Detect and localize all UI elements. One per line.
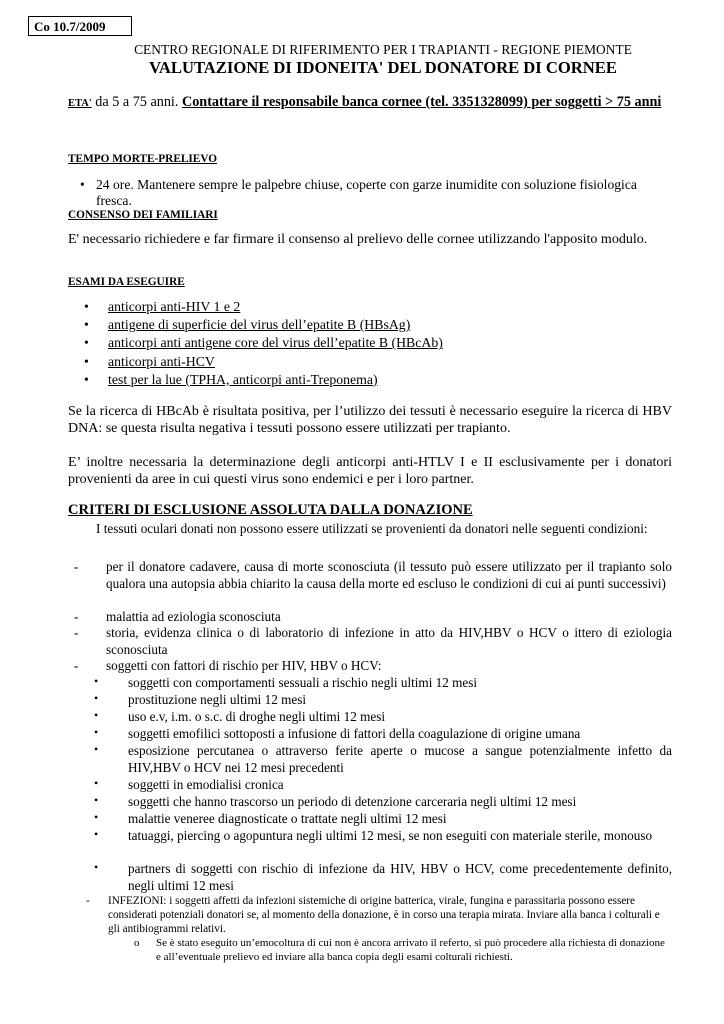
eta-contact: Contattare il responsabile banca cornee (tel. 3351328099) per soggetti > 75 anni	[181, 94, 662, 110]
list-item	[68, 334, 628, 352]
risk-item-text: prostituzione negli ultimi 12 mesi	[128, 692, 307, 707]
bullet-icon: •	[84, 299, 89, 314]
bullet-icon: •	[80, 177, 85, 192]
criteri-dash-text: malattia ad eziologia sconosciuta	[106, 609, 281, 624]
risk-item-text: soggetti in emodialisi cronica	[128, 777, 284, 792]
esami-heading: ESAMI DA ESEGUIRE	[68, 276, 185, 288]
risk-item-text: soggetti con comportamenti sessuali a rischio negli ultimi 12 mesi	[128, 675, 478, 690]
eta-label: ETA'	[68, 98, 92, 109]
risk-item-text: esposizione percutanea o attraverso ferite aperte o mucose a sangue potenzialmente infetto da HIV,HBV o HCV nei 12 mesi precedenti	[128, 743, 672, 775]
bullet-icon: •	[94, 742, 99, 756]
tempo-bullet-text: 24 ore. Mantenere sempre le palpebre chiuse, coperte con garze inumidite con soluzione fisiologica fresca.	[96, 177, 637, 208]
list-item	[68, 371, 628, 389]
infezioni-text: INFEZIONI: i soggetti affetti da infezioni sistemiche di origine batterica, virale, fungina e parassitaria possono essere considerati potenziali donatori se, al momento della donazione, è in corso una terapia mirata. Inviare alla banca i colturali e gli antibiogrammi relativi.	[108, 895, 660, 936]
eta-paragraph	[68, 89, 672, 117]
esami-list	[68, 298, 628, 389]
criteri-dash-text: soggetti con fattori di rischio per HIV, HBV o HCV:	[106, 658, 382, 673]
criteri-dash-text: storia, evidenza clinica o di laboratorio di infezione in atto da HIV,HBV o HCV o ittero di eziologia sconosciuta	[106, 625, 672, 657]
bullet-icon: •	[94, 674, 99, 688]
risk-item-text: tatuaggi, piercing o agopuntura negli ultimi 12 mesi, se non eseguiti con materiale sterile, monouso	[128, 828, 653, 843]
bullet-icon: •	[94, 827, 99, 841]
risk-item-text: partners di soggetti con rischio di infezione da HIV, HBV o HCV, come precedentemente definito, negli ultimi 12 mesi	[128, 861, 672, 893]
emocoltura-text: Se è stato eseguito un’emocoltura di cui non è ancora arrivato il referto, si può procedere alla richiesta di donazione e all’eventuale prelievo ed inviare alla banca copia degli esami colturali richiesti.	[156, 937, 665, 964]
bullet-icon: •	[84, 317, 89, 333]
bullet-icon: •	[84, 335, 89, 351]
list-item	[68, 298, 628, 316]
bullet-icon: •	[94, 691, 99, 705]
hbcab-paragraph: Se la ricerca di HBcAb è risultata positiva, per l’utilizzo dei tessuti è necessario eseguire la ricerca di HBV DNA: se questa risulta negativa i tessuti possono essere utilizzati per trapianto.	[68, 404, 672, 436]
bullet-icon: •	[94, 708, 99, 722]
consenso-heading: CONSENSO DEI FAMILIARI	[68, 209, 218, 221]
esami-item: anticorpi anti-HIV 1 e 2	[108, 299, 241, 314]
document-title: VALUTAZIONE DI IDONEITA' DEL DONATORE DI CORNEE	[149, 58, 617, 77]
bullet-icon: •	[94, 776, 99, 790]
bullet-icon: •	[94, 725, 99, 739]
list-item	[68, 353, 628, 371]
criteri-dash-text: per il donatore cadavere, causa di morte sconosciuta (il tessuto può essere utilizzato per il trapianto solo qualora una autopsia abbia chiarito la causa della morte ed escluso le condizioni di cui ai punti successivi)	[106, 559, 672, 591]
risk-item-text: malattie veneree diagnosticate o trattate negli ultimi 12 mesi	[128, 811, 447, 826]
esami-item: anticorpi anti antigene core del virus dell’epatite B (HBcAb)	[108, 335, 443, 351]
bullet-icon: •	[94, 793, 99, 807]
tempo-heading: TEMPO MORTE-PRELIEVO	[68, 153, 218, 165]
esami-item: test per la lue (TPHA, anticorpi anti-Treponema)	[108, 371, 378, 387]
bullet-icon: •	[84, 353, 89, 369]
list-item	[68, 316, 628, 334]
htlv-paragraph: E’ inoltre necessaria la determinazione degli anticorpi anti-HTLV I e II esclusivamente per i donatori provenienti da aree in cui questi virus sono endemici e per i loro partner.	[68, 455, 672, 487]
criteri-heading: CRITERI DI ESCLUSIONE ASSOLUTA DALLA DONAZIONE	[68, 502, 473, 518]
document-code: Co 10.7/2009	[28, 16, 132, 36]
consenso-text: E' necessario richiedere e far firmare il consenso al prelievo delle cornee utilizzando l'apposito modulo.	[68, 232, 648, 247]
criteri-intro: I tessuti oculari donati non possono essere utilizzati se provenienti da donatori nelle seguenti condizioni:	[96, 521, 648, 536]
eta-range: da 5 a 75 anni.	[91, 94, 182, 110]
circle-bullet-icon: o	[134, 937, 140, 949]
document-page: Co 10.7/2009 CENTRO REGIONALE DI RIFERIMENTO PER I TRAPIANTI - REGIONE PIEMONTE VALUTAZIONE DI IDONEITA' DEL DONATORE DI CORNEE ETA' da 5 a 75 anni. Contattare il responsabile banca cornee (tel. 3351328099) per soggetti > 75 anni TEMPO MORTE-PRELIEVO • 24 ore. Mantenere sempre le palpebre chiuse, coperte con garze inumidite con soluzione fisiologica fresca. CONSENSO DEI FAMILIARI E' necessario richiedere e far firmare il consenso al prelievo delle cornee utilizzando l'apposito modulo. ESAMI DA ESEGUIRE • anticorpi anti-HIV 1 e 2 • antigene di superficie del virus dell’epatite B (HBsAg) • anticorpi anti antigene core del virus dell’epatite B (HBcAb) • anticorpi anti-HCV • test per la lue (TPHA, anticorpi anti-Treponema) Se la ricerca di HBcAb è risultata positiva, per l’utilizzo dei tessuti è necessario eseguire la ricerca di HBV DNA: se questa risulta negativa i tessuti possono essere utilizzati per trapianto. E’ inoltre necessaria la determinazione degli anticorpi anti-HTLV I e II esclusivamente per i donatori provenienti da aree in cui questi virus sono endemici e per i loro partner. CRITERI DI ESCLUSIONE ASSOLUTA DALLA DONAZIONE I tessuti oculari donati non possono essere utilizzati se provenienti da donatori nelle seguenti condizioni: - per il donatore cadavere, causa di morte sconosciuta (il tessuto può essere utilizzato per il trapianto solo qualora una autopsia abbia chiarito la causa della morte ed escluso le condizioni di cui ai punti successivi) - malattia ad eziologia sconosciuta - storia, evidenza clinica o di laboratorio di infezione in atto da HIV,HBV o HCV o ittero di eziologia sconosciuta - soggetti con fattori di rischio per HIV, HBV o HCV: • soggetti con comportamenti sessuali a rischio negli ultimi 12 mesi • prostituzione negli ultimi 12 mesi • uso e.v, i.m. o s.c. di droghe negli ultimi 12 mesi • soggetti emofilici sottoposti a infusione di fattori della coagulazione di origine umana • esposizione percutanea o attraverso ferite aperte o mucose a sangue potenzialmente infetto da HIV,HBV o HCV nei 12 mesi precedenti • soggetti in emodialisi cronica • soggetti che hanno trascorso un periodo di detenzione carceraria negli ultimi 12 mesi • malattie veneree diagnosticate o trattate negli ultimi 12 mesi • tatuaggi, piercing o agopuntura negli ultimi 12 mesi, se non eseguiti con materiale sterile, monouso • partners di soggetti con rischio di infezione da HIV, HBV o HCV, come precedentemente definito, negli ultimi 12 mesi - INFEZIONI: i soggetti affetti da infezioni sistemiche di origine batterica, virale, fungina e parassitaria possono essere considerati potenziali donatori se, al momento della donazione, è in corso una terapia mirata. Inviare alla banca i colturali e gli antibiogrammi relativi. o Se è stato eseguito un’emocoltura di cui non è ancora arrivato il referto, si può procedere alla richiesta di donazione e all’eventuale prelievo ed inviare alla banca copia degli esami colturali richiesti.	[0, 0, 724, 1024]
organization-header: CENTRO REGIONALE DI RIFERIMENTO PER I TRAPIANTI - REGIONE PIEMONTE	[134, 42, 632, 57]
bullet-icon: •	[94, 810, 99, 824]
bullet-icon: •	[84, 371, 89, 387]
bullet-icon: •	[94, 860, 99, 874]
esami-item: anticorpi anti-HCV	[108, 353, 215, 369]
risk-item-text: soggetti che hanno trascorso un periodo di detenzione carceraria negli ultimi 12 mesi	[128, 794, 577, 809]
risk-item-text: uso e.v, i.m. o s.c. di droghe negli ultimi 12 mesi	[128, 709, 386, 724]
esami-item: antigene di superficie del virus dell’epatite B (HBsAg)	[108, 317, 411, 333]
risk-item-text: soggetti emofilici sottoposti a infusione di fattori della coagulazione di origine umana	[128, 726, 581, 741]
